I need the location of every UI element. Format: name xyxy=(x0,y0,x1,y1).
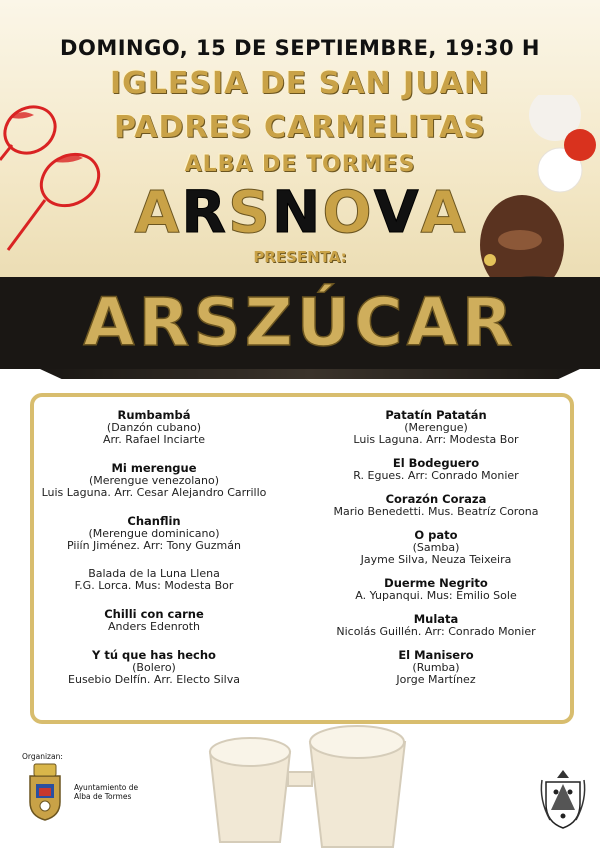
piece-detail: Luis Laguna. Arr. Cesar Alejandro Carrillo xyxy=(41,486,267,499)
group-letter: A xyxy=(420,178,466,246)
title-band-tail xyxy=(40,369,580,379)
piece-title: Corazón Coraza xyxy=(385,492,487,506)
piece-detail: R. Egues. Arr: Conrado Monier xyxy=(353,469,519,482)
program-item xyxy=(20,462,288,499)
piece-detail: Eusebio Delfín. Arr. Electo Silva xyxy=(68,673,240,686)
piece-title: Chilli con carne xyxy=(104,607,204,621)
group-letter: R xyxy=(181,178,227,246)
bongo-drums-illustration xyxy=(200,722,410,849)
piece-detail: F.G. Lorca. Mus: Modesta Bor xyxy=(74,579,234,592)
town-hall-name xyxy=(74,783,138,801)
piece-detail: Jorge Martínez xyxy=(396,673,476,686)
program-item xyxy=(302,457,570,482)
event-date: DOMINGO, 15 DE SEPTIEMBRE, 19:30 H xyxy=(60,36,540,60)
program-item xyxy=(20,568,288,592)
town-crest-logo xyxy=(24,762,66,822)
group-name xyxy=(100,180,500,244)
group-letter: N xyxy=(271,178,321,246)
program-column-right xyxy=(302,409,570,697)
piece-detail: A. Yupanqui. Mus: Emilio Sole xyxy=(355,589,517,602)
piece-detail: (Bolero) xyxy=(132,661,176,674)
piece-detail: Mario Benedetti. Mus. Beatríz Corona xyxy=(333,505,539,518)
piece-title: Y tú que has hecho xyxy=(92,648,216,662)
piece-title: Patatín Patatán xyxy=(385,408,487,422)
group-letter: V xyxy=(373,178,419,246)
town-hall-line: Ayuntamiento de xyxy=(74,783,139,792)
program-item xyxy=(302,577,570,602)
piece-detail: (Merengue) xyxy=(404,421,468,434)
venue-town: ALBA DE TORMES xyxy=(184,152,416,177)
piece-detail: Arr. Rafael Inciarte xyxy=(102,433,206,446)
piece-detail: Nicolás Guillén. Arr: Conrado Monier xyxy=(336,625,536,638)
piece-title: Mi merengue xyxy=(111,461,197,475)
piece-detail: Balada de la Luna Llena xyxy=(88,567,220,580)
group-letter: O xyxy=(322,178,372,246)
program-item xyxy=(20,409,288,446)
presenta-label: PRESENTA: xyxy=(253,248,347,266)
program-item xyxy=(302,493,570,518)
program-item xyxy=(20,608,288,633)
program-item xyxy=(20,649,288,686)
program-item xyxy=(302,529,570,566)
group-letter: S xyxy=(228,178,270,246)
show-title: ARSZÚCAR xyxy=(83,284,517,361)
piece-detail: (Merengue venezolano) xyxy=(88,474,220,487)
piece-title: Duerme Negrito xyxy=(384,576,488,590)
piece-detail: Anders Edenroth xyxy=(108,620,200,633)
venue-order: PADRES CARMELITAS xyxy=(114,110,486,145)
group-letter: A xyxy=(134,178,180,246)
carmelite-emblem-logo xyxy=(538,768,588,830)
piece-detail: (Rumba) xyxy=(412,661,460,674)
organizers-label: Organizan: xyxy=(22,752,63,761)
program-column-left xyxy=(20,409,288,702)
piece-title: Mulata xyxy=(413,612,459,626)
piece-detail: (Merengue dominicano) xyxy=(88,527,220,540)
piece-detail: (Samba) xyxy=(412,541,460,554)
piece-title: El Bodeguero xyxy=(392,456,480,470)
program-item xyxy=(20,515,288,552)
piece-detail: Piiín Jiménez. Arr: Tony Guzmán xyxy=(67,539,241,552)
venue-church: IGLESIA DE SAN JUAN xyxy=(110,66,490,101)
program-item xyxy=(302,649,570,686)
piece-title: Chanflin xyxy=(127,514,181,528)
piece-detail: Luis Laguna. Arr: Modesta Bor xyxy=(353,433,519,446)
piece-title: El Manisero xyxy=(398,648,474,662)
piece-detail: (Danzón cubano) xyxy=(106,421,202,434)
piece-title: O pato xyxy=(414,528,458,542)
program-item xyxy=(302,409,570,446)
piece-detail: Jayme Silva, Neuza Teixeira xyxy=(360,553,512,566)
program-item xyxy=(302,613,570,638)
piece-title: Rumbambá xyxy=(117,408,191,422)
town-hall-line: Alba de Tormes xyxy=(74,792,132,801)
program-panel xyxy=(30,393,574,724)
